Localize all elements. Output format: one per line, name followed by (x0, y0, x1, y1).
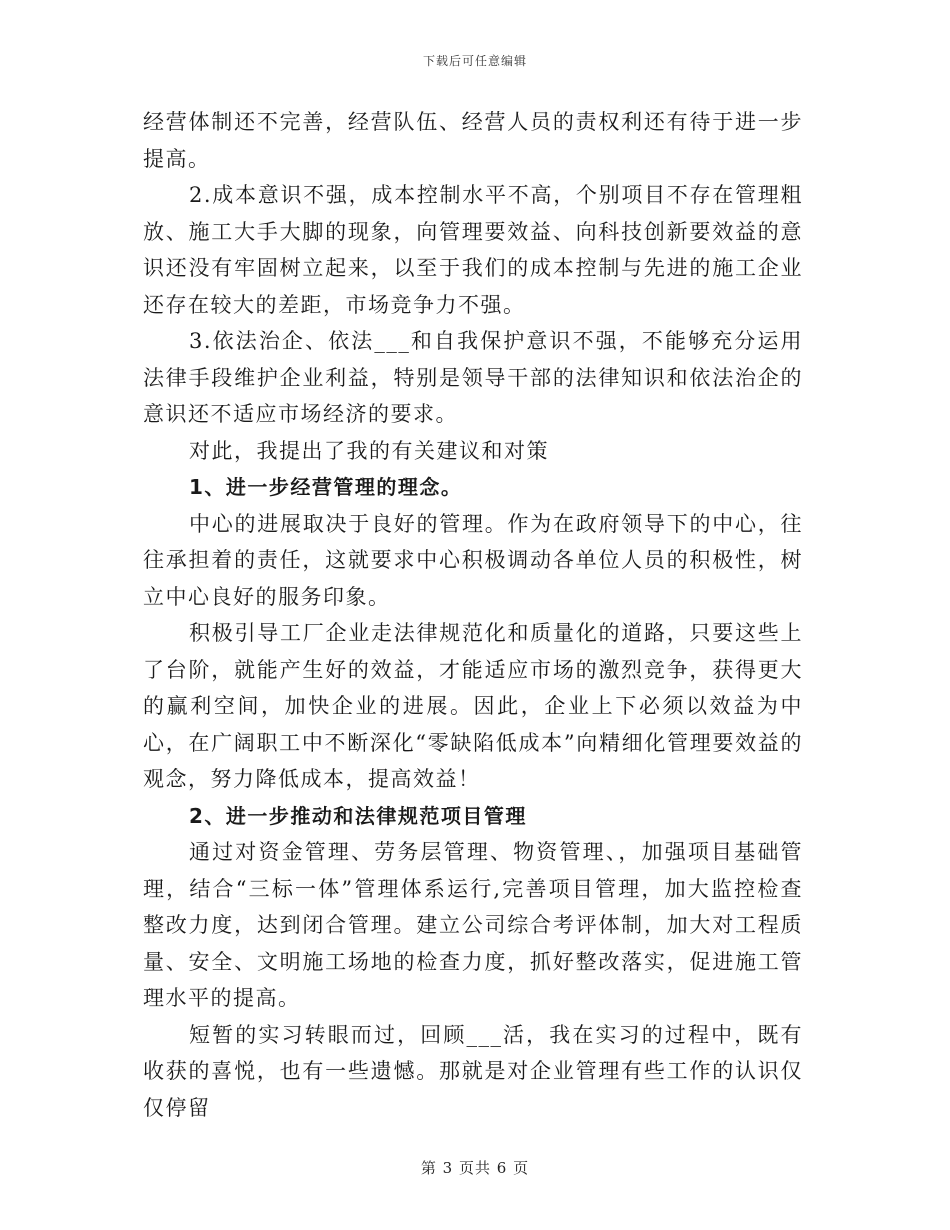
paragraph-1: 经营体制还不完善，经营队伍、经营人员的责权利还有待于进一步提高。 (143, 110, 803, 171)
paragraph-5: 中心的进展取决于良好的管理。作为在政府领导下的中心，往往承担着的责任，这就要求中心积极调动各单位人员的积极性，树立中心良好的服务印象。 (143, 511, 803, 609)
paragraph-2: 2.成本意识不强，成本控制水平不高，个别项目不存在管理粗放、施工大手大脚的现象，向管理要效益、向科技创新要效益的意识还没有牢固树立起来，以至于我们的成本控制与先进的施工企业还存在较大的差距，市场竞争力不强。 (143, 183, 803, 317)
section-heading-2: 2、进一步推动和法律规范项目管理 (189, 803, 527, 828)
paragraph-3: 3.依法治企、依法___和自我保护意识不强，不能够充分运用法律手段维护企业利益，特别是领导干部的法律知识和依法治企的意识还不适应市场经济的要求。 (143, 329, 803, 426)
page-header: 下载后可任意编辑 (422, 54, 527, 68)
section-heading-1: 1、进一步经营管理的理念。 (189, 475, 463, 499)
document-body (143, 104, 803, 1126)
paragraph-6: 积极引导工厂企业走法律规范化和质量化的道路，只要这些上了台阶，就能产生好的效益，才能适应市场的激烈竞争，获得更大的赢利空间，加快企业的进展。因此，企业上下必须以效益为中心，在广阔职工中不断深化“零缺陷低成本”向精细化管理要效益的观念，努力降低成本，提高效益！ (143, 621, 803, 791)
paragraph-7: 通过对资金管理、劳务层管理、物资管理、，加强项目基础管理，结合“三标一体”管理体系运行,完善项目管理，加大监控检查整改力度，达到闭合管理。建立公司综合考评体制，加大对工程质量、安全、文明施工场地的检查力度，抓好整改落实，促进施工管理水平的提高。 (143, 840, 803, 1010)
paragraph-4: 对此，我提出了我的有关建议和对策 (189, 438, 549, 463)
paragraph-8: 短暂的实习转眼而过，回顾___活，我在实习的过程中，既有收获的喜悦，也有一些遗憾。那就是对企业管理有些工作的认识仅仅停留 (143, 1022, 803, 1120)
page-footer: 第 3 页共 6 页 (420, 1159, 530, 1177)
